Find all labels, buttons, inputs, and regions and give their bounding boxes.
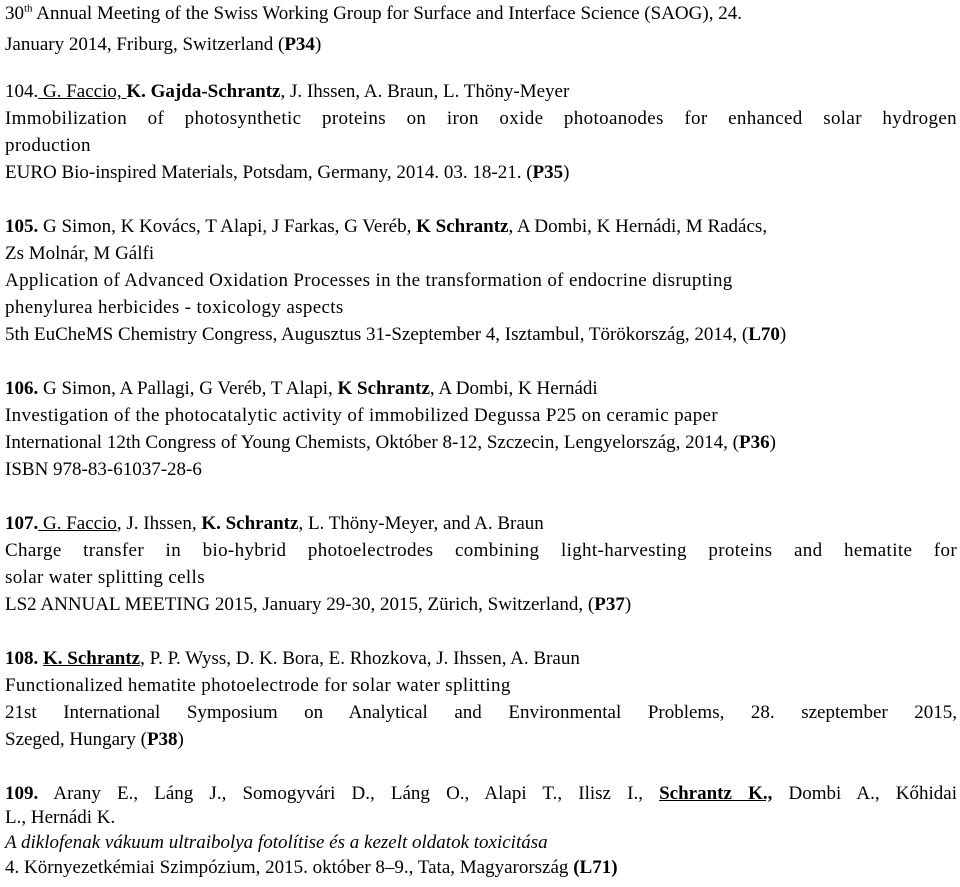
entry-108-title-1: Functionalized hematite photoelectrode for solar water splitting bbox=[5, 675, 511, 696]
venue-paren: ) bbox=[779, 324, 787, 345]
entry-number: 106. bbox=[5, 378, 39, 399]
venue-code: L70 bbox=[748, 324, 780, 345]
venue-code: P36 bbox=[739, 432, 770, 453]
entry-105-authors-1 bbox=[5, 215, 767, 239]
venue: 4. Környezetkémiai Szimpózium, 2015. október 8–9., Tata, Magyarország bbox=[5, 857, 574, 878]
entry-109-title-1: A diklofenak vákuum ultraibolya fotolítise és a kezelt oldatok toxicitása bbox=[5, 832, 548, 853]
author: G. Faccio, bbox=[38, 81, 127, 102]
entry-105-venue bbox=[5, 323, 786, 347]
entry-108-venue-2 bbox=[5, 728, 184, 752]
author: , A Dombi, K Hernádi bbox=[429, 378, 598, 399]
venue-code: P35 bbox=[532, 162, 564, 183]
entry-109-venue bbox=[5, 856, 618, 880]
author: , L. Thöny-Meyer, and A. Braun bbox=[298, 513, 544, 534]
author: Arany E., Láng J., Somogyvári D., Láng O., Alapi T., Ilisz I., bbox=[38, 783, 660, 804]
author: G Simon, A Pallagi, G Veréb, T Alapi, bbox=[38, 378, 338, 399]
highlighted-author: K. Gajda-Schrantz bbox=[126, 81, 281, 102]
venue-paren: ) bbox=[563, 162, 570, 183]
author: , P. P. Wyss, D. K. Bora, E. Rhozkova, J. Ihssen, A. Braun bbox=[140, 648, 580, 669]
entry-107-venue bbox=[5, 593, 631, 617]
entry-number: 107. bbox=[5, 513, 39, 534]
author: Dombi A., Kőhidai bbox=[772, 783, 957, 804]
entry-105-authors-2: Zs Molnár, M Gálfi bbox=[5, 243, 155, 264]
highlighted-author: K Schrantz bbox=[337, 378, 430, 399]
entry-109-authors-2: L., Hernádi K. bbox=[5, 807, 116, 828]
entry-106-authors bbox=[5, 377, 598, 401]
entry-number: 109. bbox=[5, 783, 39, 804]
entry-number: 105. bbox=[5, 216, 39, 237]
venue: LS2 ANNUAL MEETING 2015, January 29-30, 2015, Zürich, Switzerland, ( bbox=[5, 594, 595, 615]
venue: 5th EuCheMS Chemistry Congress, Augusztus 31-Szeptember 4, Isztambul, Törökország, 2014, ( bbox=[5, 324, 749, 345]
entry-106-isbn: ISBN 978-83-61037-28-6 bbox=[5, 459, 202, 480]
entry-108-venue-1: 21st International Symposium on Analytical and Environmental Problems, 28. szeptember 2015, bbox=[5, 702, 957, 723]
highlighted-author: Schrantz K., bbox=[659, 783, 773, 804]
venue: Szeged, Hungary ( bbox=[5, 729, 147, 750]
header-code: P34 bbox=[284, 34, 315, 55]
highlighted-author: K. Schrantz bbox=[43, 648, 141, 669]
entry-107-title-1: Charge transfer in bio-hybrid photoelectrodes combining light-harvesting proteins and hematite for bbox=[5, 540, 957, 561]
header-paren: ) bbox=[314, 34, 322, 55]
entry-number: 104. bbox=[5, 81, 39, 102]
entry-104-venue bbox=[5, 161, 569, 185]
header-superscript: th bbox=[24, 2, 33, 15]
entry-105-title-1: Application of Advanced Oxidation Processes in the transformation of endocrine disrupting bbox=[5, 270, 733, 291]
entry-104-title-2: production bbox=[5, 135, 91, 156]
author: , J. Ihssen, A. Braun, L. Thöny-Meyer bbox=[280, 81, 570, 102]
entry-107-title-2: solar water splitting cells bbox=[5, 567, 205, 588]
venue-paren: ) bbox=[769, 432, 776, 453]
venue: International 12th Congress of Young Chemists, Október 8-12, Szczecin, Lengyelország, 2014, ( bbox=[5, 432, 740, 453]
venue-code: P37 bbox=[594, 594, 625, 615]
entry-106-venue bbox=[5, 431, 776, 455]
header-text: Annual Meeting of the Swiss Working Group for Surface and Interface Science (SAOG), 24. bbox=[32, 3, 742, 24]
entry-106-title-1: Investigation of the photocatalytic activity of immobilized Degussa P25 on ceramic paper bbox=[5, 405, 719, 426]
author: , A Dombi, K Hernádi, M Radács, bbox=[508, 216, 768, 237]
header-line-2 bbox=[5, 33, 321, 57]
venue: EURO Bio-inspired Materials, Potsdam, Germany, 2014. 03. 18-21. ( bbox=[5, 162, 533, 183]
author: G. Faccio bbox=[38, 513, 117, 534]
author: , J. Ihssen, bbox=[116, 513, 202, 534]
header-line-1 bbox=[5, 2, 742, 26]
entry-108-authors bbox=[5, 647, 580, 671]
entry-104-title-1: Immobilization of photosynthetic proteins on iron oxide photoanodes for enhanced solar hydrogen bbox=[5, 108, 957, 129]
author: G Simon, K Kovács, T Alapi, J Farkas, G Veréb, bbox=[38, 216, 417, 237]
venue-paren: ) bbox=[624, 594, 632, 615]
entry-number: 108. bbox=[5, 648, 39, 669]
venue-code: P38 bbox=[146, 729, 178, 750]
venue-paren: ) bbox=[177, 729, 184, 750]
highlighted-author: K. Schrantz bbox=[201, 513, 299, 534]
header-number: 30 bbox=[5, 3, 24, 24]
entry-107-authors bbox=[5, 512, 544, 536]
entry-105-title-2: phenylurea herbicides - toxicology aspects bbox=[5, 297, 344, 318]
header-venue: January 2014, Friburg, Switzerland ( bbox=[5, 34, 285, 55]
entry-109-authors-1 bbox=[5, 782, 957, 806]
entry-104-authors bbox=[5, 80, 569, 104]
highlighted-author: K Schrantz bbox=[416, 216, 509, 237]
venue-code: (L71) bbox=[573, 857, 618, 878]
